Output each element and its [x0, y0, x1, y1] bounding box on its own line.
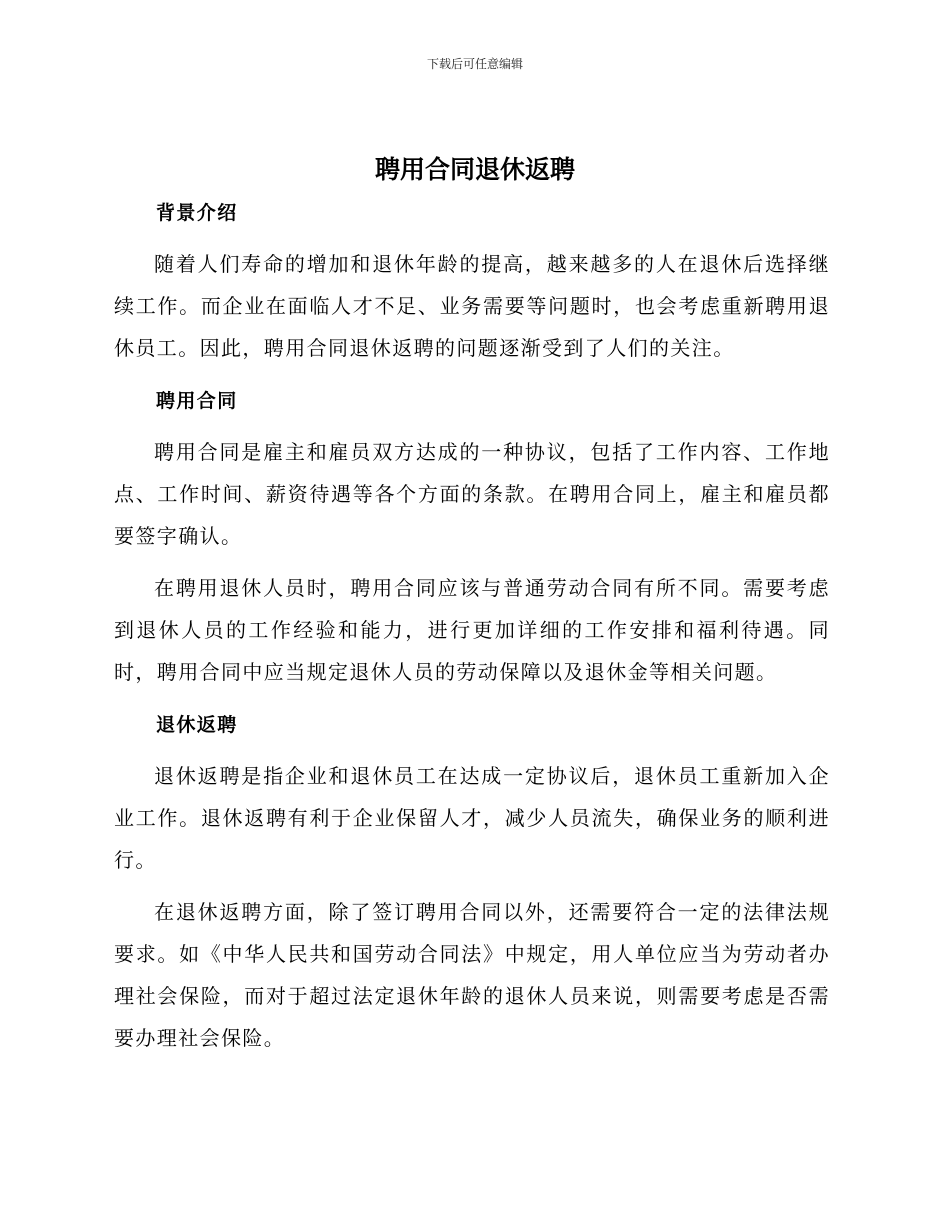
- paragraph-background-1: 随着人们寿命的增加和退休年龄的提高，越来越多的人在退休后选择继续工作。而企业在面临人才不足、业务需要等问题时，也会考虑重新聘用退休员工。因此，聘用合同退休返聘的问题逐渐受到了人们的关注。: [114, 252, 830, 360]
- paragraph-employment-contract-1: 聘用合同是雇主和雇员双方达成的一种协议，包括了工作内容、工作地点、工作时间、薪资待遇等各个方面的条款。在聘用合同上，雇主和雇员都要签字确认。: [114, 440, 830, 548]
- section-heading-rehire: 退休返聘: [156, 714, 238, 736]
- page-header-note: 下载后可任意编辑: [426, 57, 523, 71]
- section-heading-employment-contract: 聘用合同: [156, 390, 238, 412]
- document-body: [114, 193, 830, 1059]
- section-heading-background: 背景介绍: [156, 202, 238, 224]
- document-title: 聘用合同退休返聘: [374, 155, 575, 184]
- paragraph-rehire-2: 在退休返聘方面，除了签订聘用合同以外，还需要符合一定的法律法规要求。如《中华人民共和国劳动合同法》中规定，用人单位应当为劳动者办理社会保险，而对于超过法定退休年龄的退休人员来说，则需要考虑是否需要办理社会保险。: [114, 900, 830, 1050]
- paragraph-employment-contract-2: 在聘用退休人员时，聘用合同应该与普通劳动合同有所不同。需要考虑到退休人员的工作经验和能力，进行更加详细的工作安排和福利待遇。同时，聘用合同中应当规定退休人员的劳动保障以及退休金等相关问题。: [114, 576, 830, 684]
- paragraph-rehire-1: 退休返聘是指企业和退休员工在达成一定协议后，退休员工重新加入企业工作。退休返聘有利于企业保留人才，减少人员流失，确保业务的顺利进行。: [114, 764, 830, 872]
